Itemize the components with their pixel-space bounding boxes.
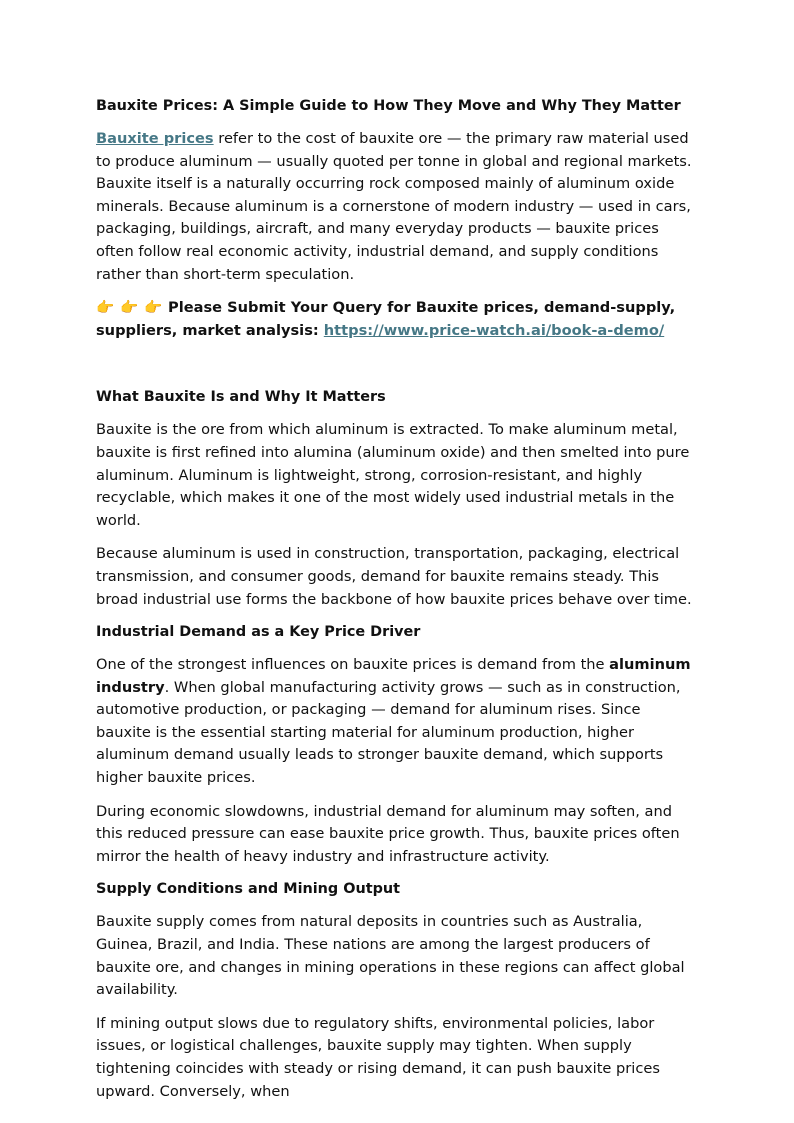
pointing-hand-icon: 👉 — [120, 299, 139, 317]
demand-paragraph-2: During economic slowdowns, industrial demand for aluminum may soften, and this reduced pressure can ease bauxite price growth. Thus, bauxite prices often mirror the health of heavy industry and infrastructure activity. — [96, 802, 680, 865]
demand-text-b: . When global manufacturing activity grows — such as in construction, automotive production, or packaging — demand for aluminum rises. Since bauxite is the essential starting material for aluminum production, higher aluminum demand usually leads to stronger bauxite demand, which supports higher bauxite prices. — [96, 678, 681, 787]
bauxite-prices-link[interactable]: Bauxite prices — [96, 130, 214, 147]
aluminum-industry-bold: aluminum industry — [96, 656, 691, 696]
pointing-hand-icon: 👉 — [96, 299, 115, 317]
supply-paragraph-2: If mining output slows due to regulatory shifts, environmental policies, labor issues, or logistical challenges, bauxite supply may tighten. When supply tightening coincides with steady or rising demand, it can push bauxite prices upward. Conversely, when — [96, 1014, 660, 1100]
section-heading-demand: Industrial Demand as a Key Price Driver — [96, 624, 421, 641]
intro-text: refer to the cost of bauxite ore — the primary raw material used to produce aluminum — usually quoted per tonne in global and regional markets. Bauxite itself is a naturally occurring rock composed mainly of aluminum oxide minerals. Because aluminum is a cornerstone of modern industry — used in cars, packaging, buildings, aircraft, and many everyday products — bauxite prices often follow real economic activity, industrial demand, and supply conditions rather than short-term speculation. — [96, 130, 692, 283]
section-heading-supply: Supply Conditions and Mining Output — [96, 881, 401, 898]
demand-paragraph-1 — [96, 654, 698, 790]
intro-paragraph — [96, 128, 698, 286]
demand-text-a: One of the strongest influences on bauxite prices is demand from the — [96, 656, 610, 674]
document-title: Bauxite Prices: A Simple Guide to How They Move and Why They Matter — [96, 98, 681, 114]
what-paragraph-2: Because aluminum is used in construction, transportation, packaging, electrical transmission, and consumer goods, demand for bauxite remains steady. This broad industrial use forms the backbone of how bauxite prices behave over time. — [96, 545, 692, 608]
book-demo-link[interactable]: https://www.price-watch.ai/book-a-demo/ — [323, 321, 665, 339]
pointing-hand-icon: 👉 — [144, 299, 163, 317]
cta-paragraph — [96, 297, 698, 342]
cta-text: Please Submit Your Query for Bauxite prices, demand-supply, suppliers, market analysis: — [96, 299, 676, 339]
what-paragraph-1: Bauxite is the ore from which aluminum is extracted. To make aluminum metal, bauxite is first refined into alumina (aluminum oxide) and then smelted into pure aluminum. Aluminum is lightweight, strong, corrosion-resistant, and highly recyclable, which makes it one of the most widely used industrial metals in the world. — [96, 421, 690, 529]
section-heading-what: What Bauxite Is and Why It Matters — [96, 389, 386, 406]
supply-paragraph-1: Bauxite supply comes from natural deposits in countries such as Australia, Guinea, Brazil, and India. These nations are among the largest producers of bauxite ore, and changes in mining operations in these regions can affect global availability. — [96, 913, 685, 999]
